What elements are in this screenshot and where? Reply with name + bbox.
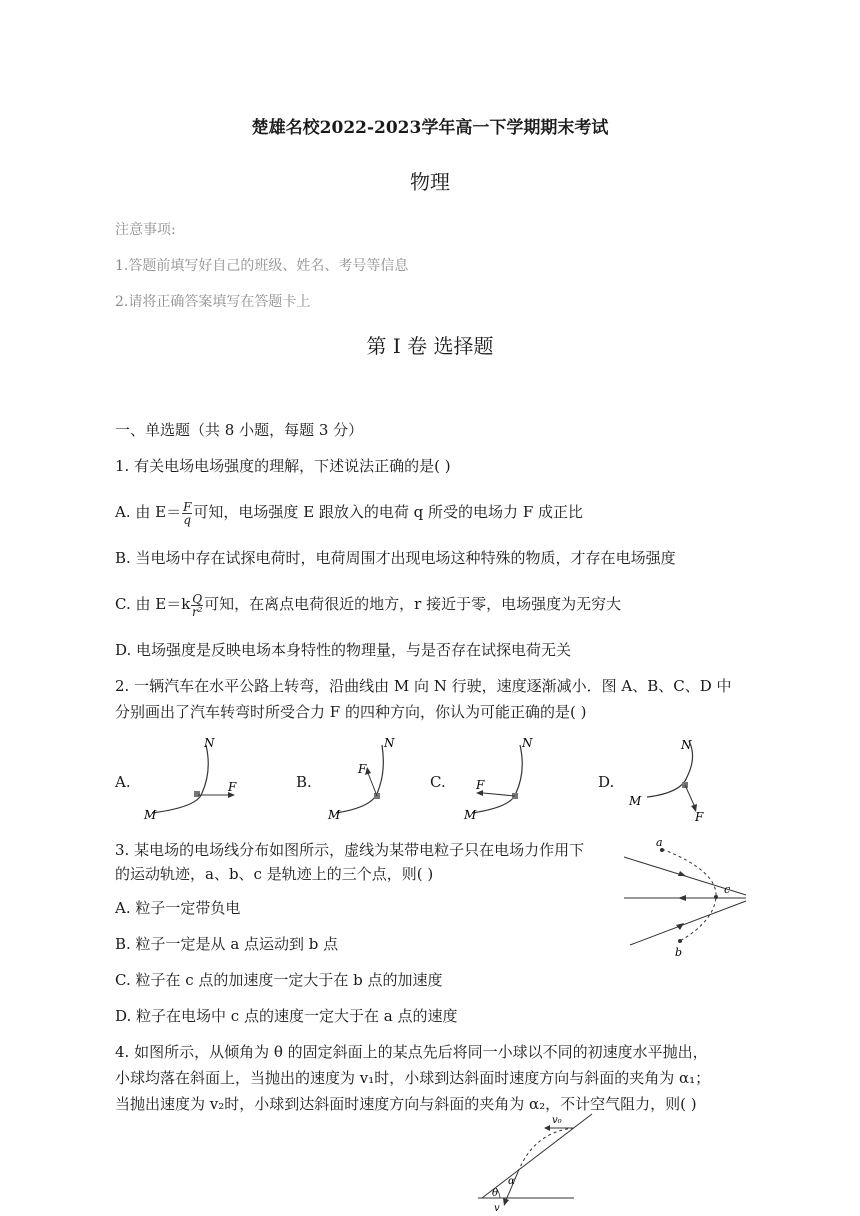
q4-incline-figure [478, 1112, 598, 1212]
notes-item-1: 1.答题前填写好自己的班级、姓名、考号等信息 [115, 258, 409, 274]
subject-title: 物理 [410, 170, 450, 194]
q2-line-2: 分别画出了汽车转弯时所受合力 F 的四种方向，你认为可能正确的是( ) [115, 703, 587, 721]
label-f: F [228, 780, 237, 794]
q2-option-d-label: D. [598, 773, 615, 791]
q3-option-b: B. 粒子一定是从 a 点运动到 b 点 [115, 935, 339, 953]
q2-figure-b [322, 735, 422, 825]
q1-a-frac-num: F [183, 499, 192, 514]
notes-item-2: 2.请将正确答案填写在答题卡上 [115, 294, 311, 310]
part-heading: 一、单选题（共 8 小题，每题 3 分） [115, 421, 364, 439]
q1-c-frac-num: Q [192, 591, 203, 606]
incline-line [482, 1114, 592, 1198]
q2-figure-d [625, 735, 725, 825]
arrow-bottom [676, 923, 684, 930]
q3-option-c: C. 粒子在 c 点的加速度一定大于在 b 点的加速度 [115, 971, 443, 989]
q1-a-frac-den: q [183, 512, 192, 527]
point-c [714, 895, 718, 899]
label-m: M [144, 808, 157, 822]
q1-stem: 1. 有关电场电场强度的理解，下述说法正确的是( ) [115, 457, 451, 475]
car-marker [194, 791, 200, 797]
label-c: c [724, 883, 731, 896]
label-m: M [464, 808, 477, 822]
q2-figure-a [140, 735, 250, 825]
arrow-top [678, 871, 686, 876]
field-line-bottom [630, 901, 746, 945]
force-arrow [483, 793, 515, 796]
q1-a-prefix: A. 由 E＝ [115, 503, 182, 521]
exam-title: 楚雄名校2022-2023学年高一下学期期末考试 [251, 118, 609, 138]
q3-option-d: D. 粒子在电场中 c 点的速度一定大于在 a 点的速度 [115, 1007, 458, 1025]
q2-figure-c [458, 735, 558, 825]
q3-line-1: 3. 某电场的电场线分布如图所示，虚线为某带电粒子只在电场力作用下 [115, 841, 585, 859]
q1-a-fraction [182, 501, 192, 526]
arrow-middle [678, 895, 686, 901]
launch-arrowhead [544, 1125, 550, 1131]
label-v: v [494, 1203, 500, 1214]
label-theta: θ [492, 1188, 499, 1199]
q1-c-suffix: 可知，在离点电荷很近的地方，r 接近于零，电场强度为无穷大 [204, 595, 622, 613]
q1-c-prefix: C. 由 E＝k [115, 595, 191, 613]
q1-option-a [115, 500, 583, 526]
label-n: N [522, 736, 533, 750]
curve [152, 745, 208, 813]
curve [336, 745, 383, 813]
q3-option-a: A. 粒子一定带负电 [115, 899, 241, 917]
q1-c-fraction [191, 593, 203, 618]
label-n: N [384, 736, 395, 750]
label-v0: v₀ [552, 1115, 562, 1126]
force-arrow [685, 785, 694, 805]
q1-option-c [115, 592, 621, 618]
landing-arrowhead [503, 1198, 509, 1206]
q2-option-a-label: A. [115, 773, 131, 791]
section-title: 第 I 卷 选择题 [366, 334, 494, 358]
label-n: N [204, 736, 215, 750]
q4-line-3: 当抛出速度为 v₂时，小球到达斜面时速度方向与斜面的夹角为 α₂，不计空气阻力，则( ) [115, 1095, 697, 1113]
notes-heading: 注意事项: [115, 222, 176, 238]
q2-option-c-label: C. [430, 773, 446, 791]
label-f: F [695, 810, 704, 824]
label-a: a [656, 836, 663, 849]
trajectory [662, 849, 716, 941]
q1-a-suffix: 可知，电场强度 E 跟放入的电荷 q 所受的电场力 F 成正比 [193, 503, 583, 521]
label-m: M [629, 794, 642, 808]
label-f: F [358, 762, 367, 776]
label-f: F [476, 778, 485, 792]
q3-field-figure [620, 835, 750, 960]
q4-line-2: 小球均落在斜面上，当抛出的速度为 v₁时，小球到达斜面时速度方向与斜面的夹角为 α₁； [115, 1069, 711, 1087]
q1-option-b: B. 当电场中存在试探电荷时，电荷周围才出现电场这种特殊的物质，才存在电场强度 [115, 549, 676, 567]
label-b: b [675, 946, 683, 959]
label-n: N [681, 738, 692, 752]
q3-line-2: 的运动轨迹，a、b、c 是轨迹上的三个点，则( ) [115, 865, 434, 883]
q2-option-b-label: B. [296, 773, 312, 791]
q2-line-1: 2. 一辆汽车在水平公路上转弯，沿曲线由 M 向 N 行驶，速度逐渐减小．图 A、B、C、D 中 [115, 677, 732, 695]
q1-c-frac-den: r² [191, 604, 203, 619]
label-m: M [328, 808, 341, 822]
q4-line-1: 4. 如图所示，从倾角为 θ 的固定斜面上的某点先后将同一小球以不同的初速度水平抛出， [115, 1043, 708, 1061]
q1-option-d: D. 电场强度是反映电场本身特性的物理量，与是否存在试探电荷无关 [115, 641, 572, 659]
force-arrow [368, 773, 377, 796]
point-b [678, 939, 682, 943]
label-alpha: α [508, 1176, 515, 1187]
